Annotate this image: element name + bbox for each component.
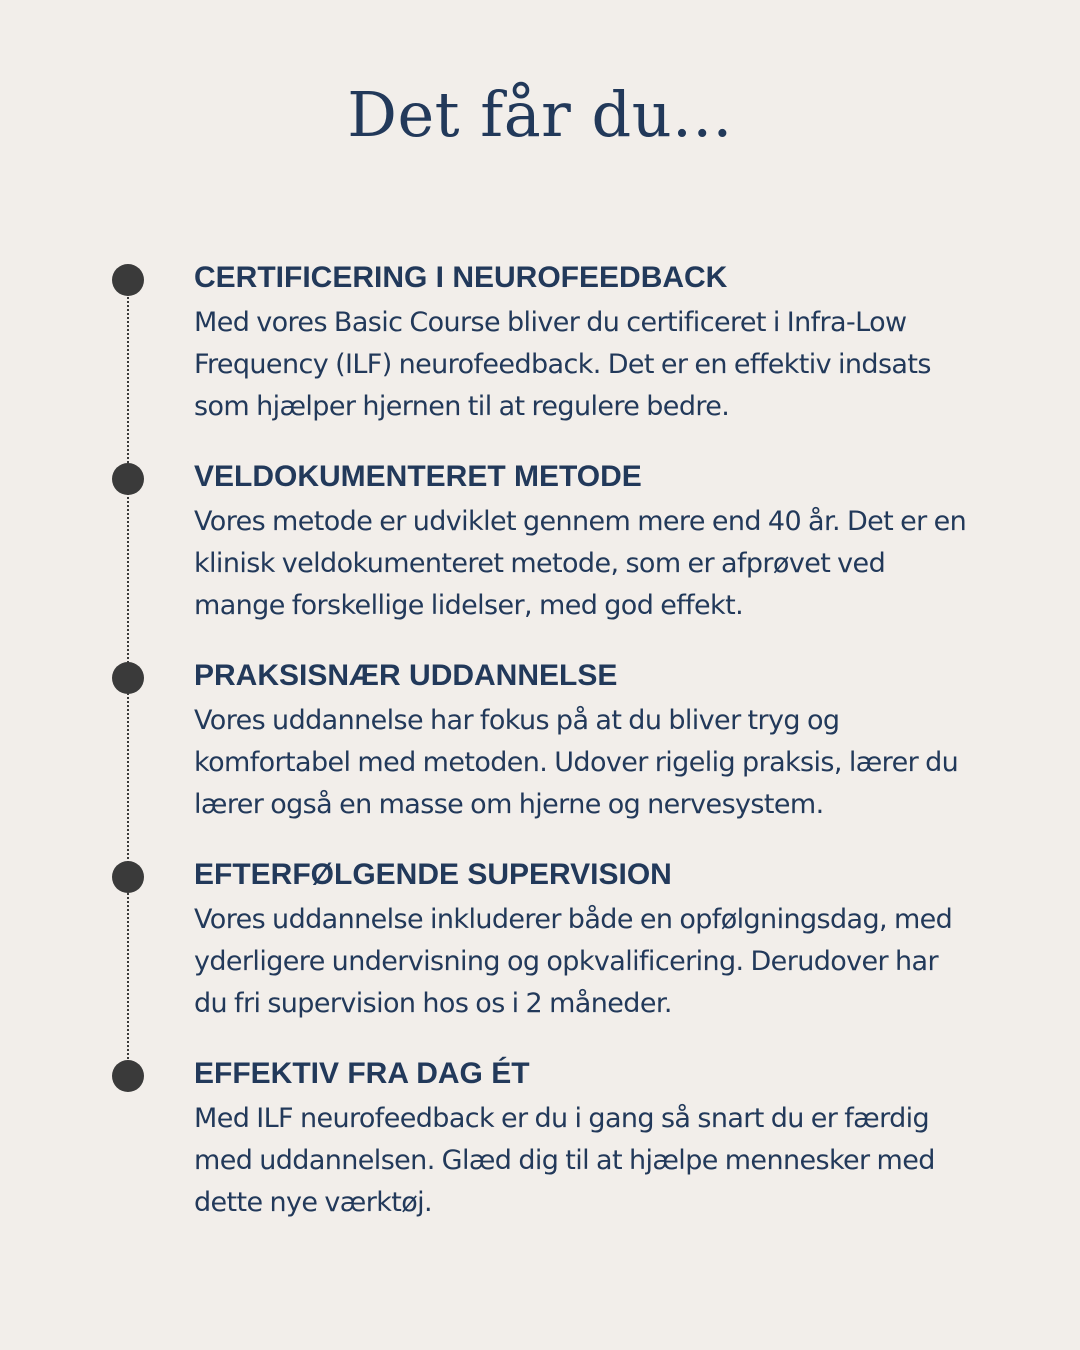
timeline-dot — [112, 861, 144, 893]
item-heading: PRAKSISNÆR UDDANNELSE — [194, 659, 618, 692]
item-heading: VELDOKUMENTERET METODE — [194, 460, 642, 493]
page-title: Det får du... — [347, 78, 733, 151]
item-description: Vores uddannelse har fokus på at du bliver tryg og komfortabel med metoden. Udover rigelig praksis, lærer du lærer også en masse om hjerne og nervesystem. — [194, 705, 959, 820]
timeline-dot — [112, 1060, 144, 1092]
item-description: Vores uddannelse inkluderer både en opfølgningsdag, med yderligere undervisning og opkvalificering. Derudover har du fri supervision hos os i 2 måneder. — [194, 904, 953, 1019]
item-description: Med ILF neurofeedback er du i gang så snart du er færdig med uddannelsen. Glæd dig til at hjælpe mennesker med dette nye værktøj. — [194, 1103, 935, 1218]
item-description: Vores metode er udviklet gennem mere end 40 år. Det er en klinisk veldokumenteret metode, som er afprøvet ved mange forskellige lidelser, med god effekt. — [194, 506, 967, 621]
timeline-dot — [112, 264, 144, 296]
item-description: Med vores Basic Course bliver du certificeret i Infra-Low Frequency (ILF) neurofeedback. Det er en effektiv indsats som hjælper hjernen til at regulere bedre. — [194, 307, 931, 422]
timeline-dot — [112, 662, 144, 694]
item-heading: EFFEKTIV FRA DAG ÉT — [194, 1057, 530, 1090]
item-heading: CERTIFICERING I NEUROFEEDBACK — [194, 261, 728, 294]
item-heading: EFTERFØLGENDE SUPERVISION — [194, 858, 672, 891]
timeline-dot — [112, 463, 144, 495]
